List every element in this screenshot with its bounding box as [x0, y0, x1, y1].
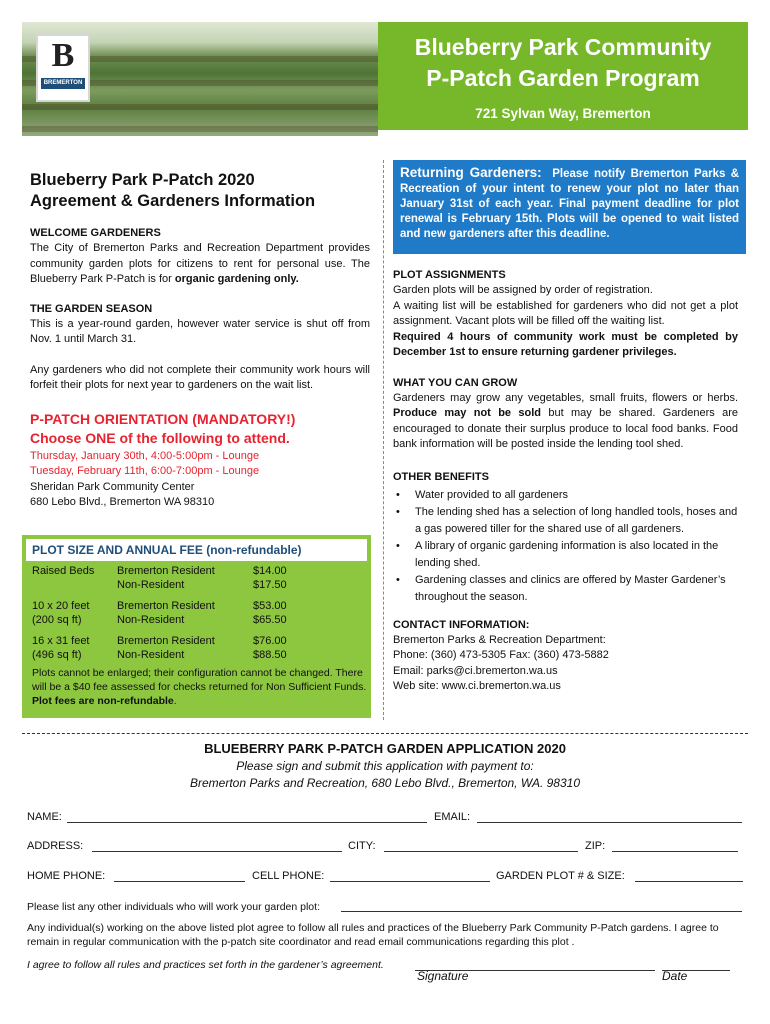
assignments-text-2: A waiting list will be established for gardeners who did not get a plot assignment. Vacant plots will be filled off the waiting list.: [393, 299, 738, 327]
welcome-body: The City of Bremerton Parks and Recreation Department provides community garden plots for citizens to rent for personal use. The Blueberry Park P-Patch is for: [30, 242, 370, 285]
plot-size: Raised Beds: [32, 565, 95, 577]
zip-label: ZIP:: [585, 840, 606, 852]
date-label: Date: [662, 969, 688, 983]
orientation-date-2: Tuesday, February 11th, 6:00-7:00pm - Lounge: [30, 465, 260, 477]
logo-text: BREMERTON: [41, 78, 85, 89]
list-item: • Gardening classes and clinics are offered by Master Gardener’s throughout the season.: [393, 572, 738, 606]
email-field[interactable]: [477, 822, 742, 823]
plot-size: 16 x 31 feet: [32, 635, 90, 647]
resident-type: Non-Resident: [117, 614, 185, 626]
signature-label: Signature: [417, 969, 469, 983]
cut-line: [22, 733, 748, 734]
welcome-bold: organic gardening only.: [174, 273, 299, 285]
fee-amount: $65.50: [253, 614, 287, 626]
plot-area: (496 sq ft): [32, 649, 82, 661]
benefits-heading: OTHER BENEFITS: [393, 470, 489, 483]
venue-address: 680 Lebo Blvd., Bremerton WA 98310: [30, 496, 215, 508]
agree-statement: I agree to follow all rules and practices set forth in the gardener’s agreement.: [27, 959, 384, 971]
fee-heading: PLOT SIZE AND ANNUAL FEE (non-refundable): [26, 539, 367, 561]
program-title-line2: P-Patch Garden Program: [426, 65, 700, 91]
grow-text-2: but may be shared. Gardeners are encouraged to donate their surplus produce to local food banks. Food bank information will be posted inside the lending tool shed.: [393, 407, 738, 450]
fee-amount: $88.50: [253, 649, 287, 661]
garden-plot-label: GARDEN PLOT # & SIZE:: [496, 870, 625, 882]
list-item: • The lending shed has a selection of long handled tools, hoses and a gas powered tiller for the shared use of all gardeners.: [393, 504, 738, 538]
returning-heading: Returning Gardeners:: [400, 165, 542, 180]
orientation-subheading: Choose ONE of the following to attend.: [30, 429, 290, 446]
contact-website[interactable]: Web site: www.ci.bremerton.wa.us: [393, 680, 561, 692]
plot-area: (200 sq ft): [32, 614, 82, 626]
orientation-heading: P-PATCH ORIENTATION (MANDATORY!): [30, 410, 296, 427]
city-label: CITY:: [348, 840, 376, 852]
fee-note-text: Plots cannot be enlarged; their configuration cannot be changed. There will be a $40 fee assessed for checks returned for Non Sufficient Funds.: [32, 667, 367, 693]
agreement-title-line1: Blueberry Park P-Patch 2020: [30, 171, 255, 189]
fee-note-bold: Plot fees are non-refundable: [32, 695, 174, 707]
benefits-list: [393, 487, 738, 606]
logo-letter: B: [51, 37, 75, 74]
left-column: [30, 170, 370, 511]
list-item: • A library of organic gardening information is also located in the lending shed.: [393, 538, 738, 572]
home-phone-field[interactable]: [114, 881, 245, 882]
grow-heading: WHAT YOU CAN GROW: [393, 376, 518, 389]
contact-phone: Phone: (360) 473-5305 Fax: (360) 473-5882: [393, 649, 609, 661]
agreement-text: Any individual(s) working on the above listed plot agree to follow all rules and practices of the Blueberry Park Community P-Patch gardens. I agree to remain in regular communication with the p-patch site coordinator and read email communications regarding this plot .: [27, 922, 719, 948]
returning-text-2: & Recreation of your intent to renew your plot no later than January 31st of each year. Final payment deadline for plot renewal is February 15th. Plots will be opened to wait listed and new gardeners after this deadline.: [400, 168, 740, 240]
season-text: This is a year-round garden, however water service is shut off from Nov. 1 until March 31.: [30, 317, 370, 345]
fee-amount: $14.00: [253, 565, 287, 577]
venue-name: Sheridan Park Community Center: [30, 480, 195, 493]
assignments-requirement: Required 4 hours of community work must be completed by December 1st to ensure returning gardener privileges.: [393, 330, 738, 358]
garden-address: 721 Sylvan Way, Bremerton: [475, 106, 651, 121]
contact-heading: CONTACT INFORMATION:: [393, 618, 530, 631]
grow-text-1: Gardeners may grow any vegetables, small fruits, flowers or herbs.: [393, 391, 738, 404]
bremerton-logo: [36, 34, 90, 102]
email-label: EMAIL:: [434, 811, 471, 823]
resident-type: Non-Resident: [117, 579, 185, 591]
resident-type: Non-Resident: [117, 649, 185, 661]
assignments-heading: PLOT ASSIGNMENTS: [393, 269, 506, 281]
zip-field[interactable]: [612, 851, 738, 852]
name-label: NAME:: [27, 811, 62, 823]
fee-note-end: .: [173, 695, 177, 707]
fee-amount: $17.50: [253, 579, 287, 591]
garden-plot-field[interactable]: [635, 881, 743, 882]
resident-type: Bremerton Resident: [117, 565, 215, 577]
assignments-text-1: Garden plots will be assigned by order of registration.: [393, 284, 653, 296]
program-title-line1: Blueberry Park Community: [414, 34, 712, 60]
returning-text-1: Please notify Bremerton Parks: [552, 168, 726, 180]
grow-bold: Produce may not be sold: [393, 407, 541, 419]
resident-type: Bremerton Resident: [117, 635, 215, 647]
returning-gardeners-text: [393, 160, 746, 247]
application-subtitle-2: Bremerton Parks and Recreation, 680 Lebo Blvd., Bremerton, WA. 98310: [190, 776, 580, 790]
home-phone-label: HOME PHONE:: [27, 870, 106, 882]
welcome-heading: WELCOME GARDENERS: [30, 227, 161, 239]
work-hours-text: Any gardeners who did not complete their community work hours will forfeit their plots for next year to gardeners on the wait list.: [30, 363, 370, 391]
contact-email[interactable]: Email: parks@ci.bremerton.wa.us: [393, 664, 558, 677]
fee-note: [32, 666, 367, 708]
contact-department: Bremerton Parks & Recreation Department:: [393, 633, 606, 646]
city-field[interactable]: [384, 851, 578, 852]
welcome-text: [30, 241, 370, 288]
other-individuals-field[interactable]: [341, 911, 742, 912]
cell-phone-label: CELL PHONE:: [252, 870, 325, 882]
orientation-date-1: Thursday, January 30th, 4:00-5:00pm - Lounge: [30, 449, 260, 462]
application-title: BLUEBERRY PARK P-PATCH GARDEN APPLICATION 2020: [204, 741, 566, 756]
grow-text: [393, 391, 738, 453]
column-divider: [383, 160, 385, 720]
application-subtitle-1: Please sign and submit this application with payment to:: [236, 759, 534, 773]
name-field[interactable]: [67, 822, 427, 823]
address-label: ADDRESS:: [27, 840, 84, 852]
resident-type: Bremerton Resident: [117, 600, 215, 612]
agreement-title-line2: Agreement & Gardeners Information: [30, 192, 316, 210]
season-heading: THE GARDEN SEASON: [30, 302, 153, 315]
other-individuals-label: Please list any other individuals who will work your garden plot:: [27, 901, 320, 913]
list-item: • Water provided to all gardeners: [393, 487, 738, 504]
right-column: [393, 268, 738, 695]
title-banner: [378, 22, 748, 130]
fee-amount: $76.00: [253, 635, 287, 647]
plot-size: 10 x 20 feet: [32, 600, 90, 612]
address-field[interactable]: [92, 851, 342, 852]
fee-box: [22, 535, 371, 718]
returning-gardeners-box: [393, 160, 746, 254]
fee-amount: $53.00: [253, 600, 287, 612]
cell-phone-field[interactable]: [330, 881, 490, 882]
